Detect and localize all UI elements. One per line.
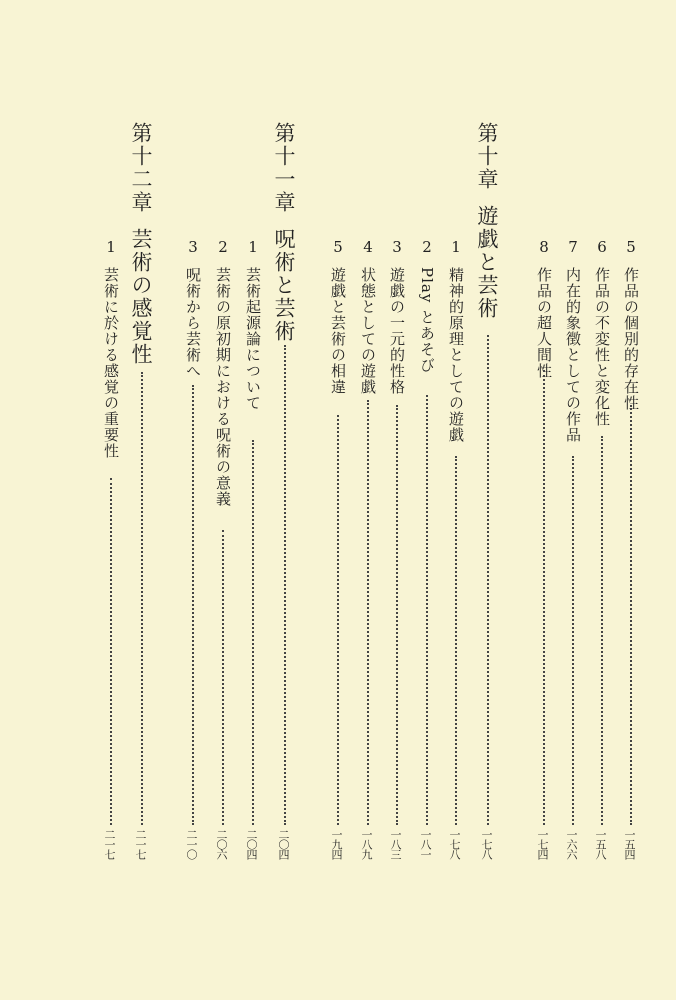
leader-dots	[630, 405, 632, 825]
toc-entry	[448, 238, 463, 443]
chapter-label: 第十章	[475, 122, 499, 191]
entry-number: 1	[102, 238, 120, 257]
leader-dots	[601, 436, 603, 825]
leader-dots	[543, 370, 545, 825]
page-number: 二一七	[103, 829, 116, 859]
chapter-title: 遊戯と芸術	[475, 205, 499, 320]
entry-number: 7	[564, 238, 582, 257]
entry-title: 呪術から芸術へ	[184, 267, 202, 379]
entry-number: 3	[184, 238, 202, 257]
toc-entry	[245, 238, 260, 411]
toc-entry	[536, 238, 551, 379]
leader-dots	[367, 400, 369, 825]
toc-entry	[419, 238, 434, 373]
page-number: 一五四	[623, 829, 636, 859]
entry-number: 3	[388, 238, 406, 257]
toc-entry	[565, 238, 580, 443]
entry-number: 5	[622, 238, 640, 257]
leader-dots	[455, 456, 457, 825]
entry-title: 芸術に於ける感覚の重要性	[102, 267, 120, 459]
chapter-title: 呪術と芸術	[272, 228, 296, 343]
page-number: 一五八	[594, 829, 607, 859]
entry-number: 1	[447, 238, 465, 257]
leader-dots	[426, 395, 428, 825]
entry-title: Play とあそび	[418, 267, 436, 374]
page-number: 一七四	[536, 829, 549, 859]
page-number: 一七八	[448, 829, 461, 859]
page-number: 一八一	[419, 829, 432, 859]
page-number: 一七八	[480, 829, 493, 859]
chapter-label: 第十二章	[129, 122, 153, 214]
leader-dots	[487, 335, 489, 825]
entry-number: 2	[214, 238, 232, 257]
toc-entry	[360, 238, 375, 395]
chapter-title: 芸術の感覚性	[129, 228, 153, 366]
entry-number: 4	[359, 238, 377, 257]
entry-title: 遊戯と芸術の相違	[329, 267, 347, 395]
entry-title: 内在的象徴としての作品	[564, 267, 582, 443]
entry-number: 5	[329, 238, 347, 257]
page-number: 二一七	[134, 829, 147, 859]
leader-dots	[284, 345, 286, 825]
entry-title: 作品の超人間性	[535, 267, 553, 379]
leader-dots	[252, 440, 254, 825]
toc-entry	[330, 238, 345, 395]
page-number: 二一〇	[185, 829, 198, 859]
leader-dots	[141, 372, 143, 825]
entry-number: 6	[593, 238, 611, 257]
chapter-heading	[273, 122, 294, 343]
entry-title: 芸術の原初期における呪術の意義	[214, 267, 232, 507]
leader-dots	[222, 530, 224, 825]
entry-number: 8	[535, 238, 553, 257]
leader-dots	[192, 385, 194, 825]
leader-dots	[110, 478, 112, 825]
toc-entry	[594, 238, 609, 427]
toc-entry	[215, 238, 230, 507]
entry-number: 1	[244, 238, 262, 257]
page-number: 一八三	[389, 829, 402, 859]
entry-title: 作品の不変性と変化性	[593, 267, 611, 427]
entry-title: 作品の個別的存在性	[622, 267, 640, 411]
leader-dots	[396, 405, 398, 825]
chapter-heading	[476, 122, 497, 320]
entry-title: 遊戯の一元的性格	[388, 267, 406, 395]
toc-entry	[103, 238, 118, 459]
entry-title: 精神的原理としての遊戯	[447, 267, 465, 443]
leader-dots	[572, 456, 574, 825]
leader-dots	[337, 415, 339, 825]
page-number: 二〇四	[245, 829, 258, 859]
page-number: 二〇六	[215, 829, 228, 859]
page-number: 一九四	[330, 829, 343, 859]
entry-number: 2	[418, 238, 436, 257]
page-number: 一六六	[565, 829, 578, 859]
page-number: 一八九	[360, 829, 373, 859]
entry-title: 芸術起源論について	[244, 267, 262, 411]
toc-entry	[389, 238, 404, 395]
entry-title: 状態としての遊戯	[359, 267, 377, 395]
chapter-label: 第十一章	[272, 122, 296, 214]
page-number: 二〇四	[277, 829, 290, 859]
toc-entry	[623, 238, 638, 411]
chapter-heading	[130, 122, 151, 366]
toc-entry	[185, 238, 200, 379]
